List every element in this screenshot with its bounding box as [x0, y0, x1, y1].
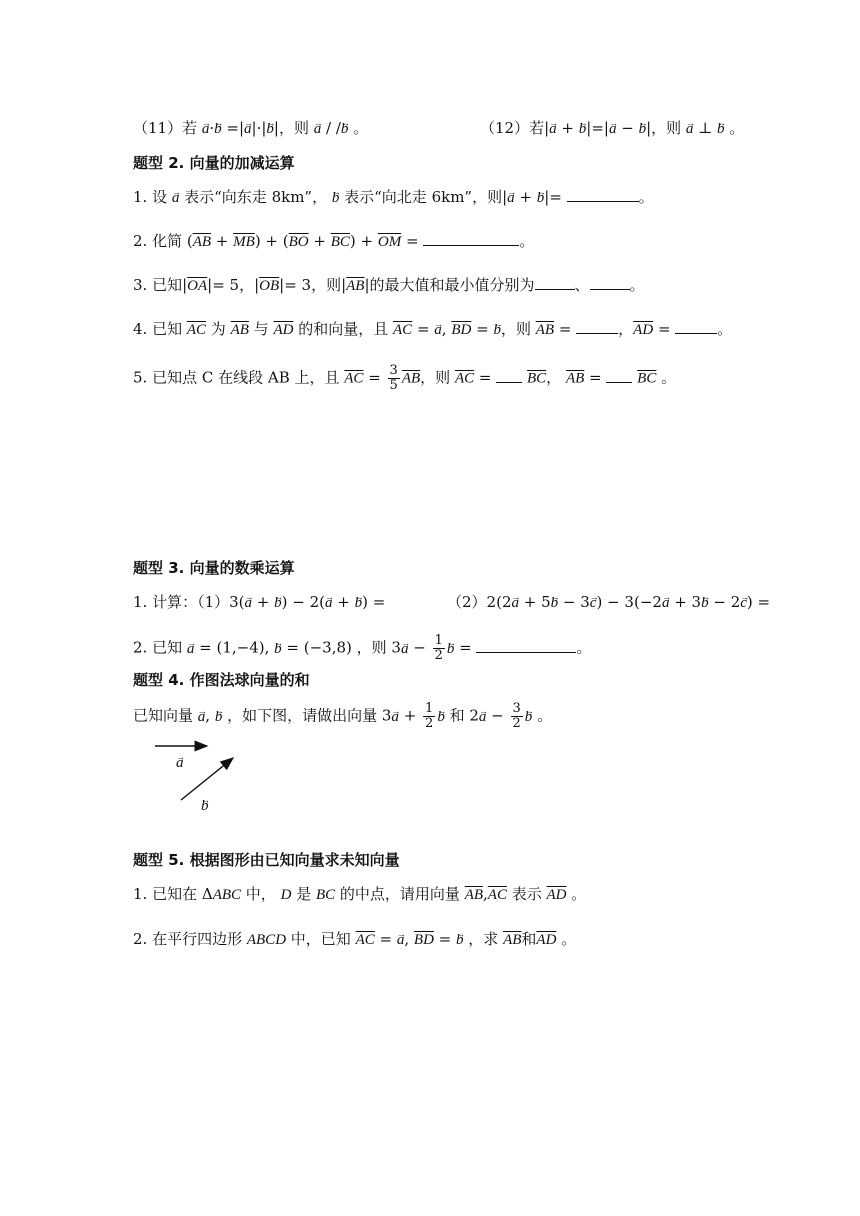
item-12: （12）若|→ a + → b|=|→ a − → b|，则 → a ⊥ → b 。: [480, 117, 744, 140]
s2-q1: 1. 设 → a 表示“向东走 8km”， → b 表示“向北走 6km”，则|→ a + → b|= 。: [133, 186, 654, 209]
item-11: （11）若 → a·→ b =|→ a|·|→ b|，则 → a / /→ b 。: [133, 117, 368, 140]
section4-heading: 题型 4. 作图法球向量的和: [133, 671, 310, 689]
s2-q2: 2. 化简 $(\overline{AB} + \overline{MB}) + (\overline{BO} + \overline{BC}) + \overline{OM}$ = 。: [133, 232, 535, 250]
s3-q2: 2. 已知 → a = (1,−4), → b = (−3,8) ，则 3→ a − $\frac{1}{2}$ → b = 。: [133, 634, 591, 663]
section3-heading: 题型 3. 向量的数乘运算: [133, 559, 295, 577]
section5-heading: 题型 5. 根据图形由已知向量求未知向量: [133, 851, 400, 869]
s2-q4: 4. 已知 $\overline{AC}$ 为 $\overline{AB}$ 与 $\overline{AD}$ 的和向量，且 $\overline{AC}$ = → a, $\overline{BD}$ = → b，则 $\overline{AB}$ = ，$\overline{AD}$ = 。: [133, 318, 732, 341]
s3-q1: 1. 计算：（1）3(→ a + → b) − 2(→ a + → b) =: [133, 591, 385, 614]
label-b: → b: [201, 794, 209, 817]
s3-q1b: （2）2(2→ a + 5→ b − 3→ c) − 3(−2→ a + 3→ b − 2→ c) =: [447, 591, 770, 614]
s4-q: 已知向量 → a, → b ，如下图，请做出向量 3→ a + $\frac{1}{2}$ → b 和 2→ a − $\frac{3}{2}$ → b 。: [133, 702, 552, 731]
s2-q3: 3. 已知$|\overline{OA}|= 5$，$|\overline{OB}|= 3$，则$|\overline{AB}|$的最大值和最小值分别为 、 。: [133, 276, 645, 294]
s2-q5: 5. 已知点 C 在线段 AB 上，且 $\overline{AC}$ = $\frac{3}{5}$ $\overline{AB}$，则 $\overline{AC} = \overline{BC}$， $\overline{AB} = \overline{BC}$ 。: [133, 363, 677, 393]
s5-q1: 1. 已知在 ΔABC 中， D 是 BC 的中点，请用向量 $\overline{AB},\overline{AC}$ 表示 $\overline{AD}$ 。: [133, 885, 587, 903]
label-a: → a: [176, 751, 184, 774]
s5-q2: 2. 在平行四边形 ABCD 中，已知 $\overline{AC}$ = → a, $\overline{BD}$ = → b ，求 $\overline{AB}$和$\overline{AD}$ 。: [133, 928, 576, 951]
section2-heading: 题型 2. 向量的加减运算: [133, 154, 295, 172]
